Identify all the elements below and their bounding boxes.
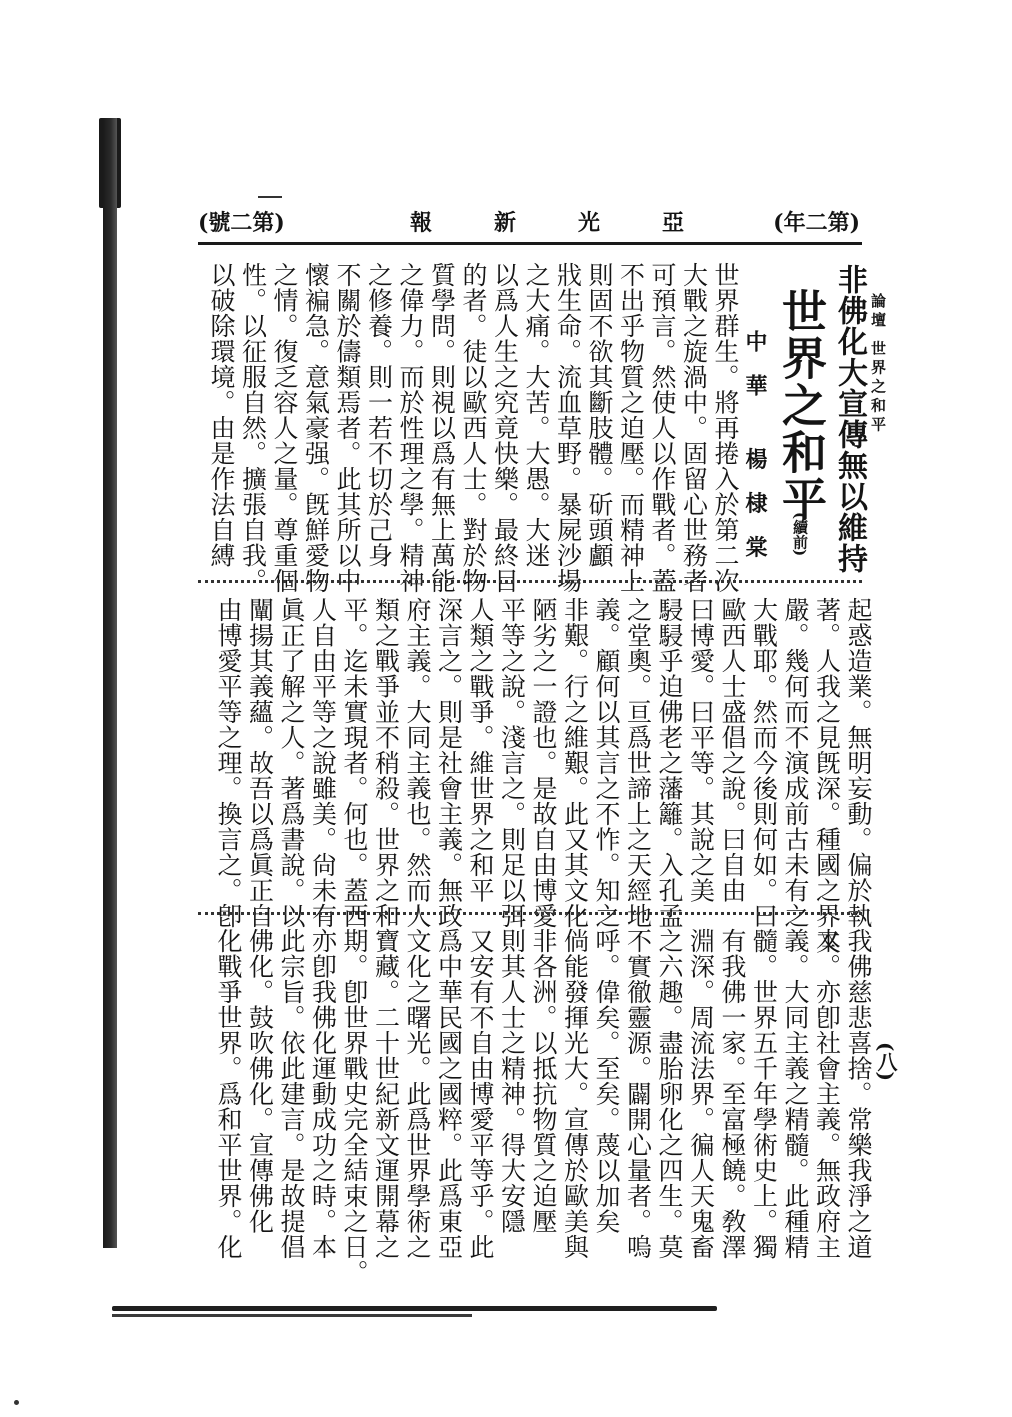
text-column: 佛化。鼓吹佛化。宣傳佛化 <box>245 928 275 1234</box>
text-column: 之大痛。大苦。大愚。大迷 <box>522 262 551 568</box>
text-column: 非各洲。以抵抗物質之迫壓 <box>529 928 558 1234</box>
text-column: 之情。復乏容人之量。尊重個 <box>270 262 299 594</box>
text-column: 義。顧何以其言之不怍。知之 <box>592 597 621 929</box>
text-column: 類之戰爭並不稍殺。世界之和 <box>371 597 401 929</box>
text-column: 之偉力。而於性理之學。精神 <box>396 262 425 594</box>
text-column: 世界群生。將再捲入於第二次 <box>711 262 740 594</box>
text-column: 本。亦卽社會主義。無政府主 <box>812 928 842 1260</box>
text-column: 爲中華民國之國粹。此爲東亞 <box>434 928 464 1260</box>
section-divider <box>198 580 862 583</box>
title-continued-note: (續前) <box>791 512 809 557</box>
text-column: 闡揚其義蘊。故吾以爲眞正自 <box>245 597 275 929</box>
scan-speck <box>14 1400 19 1405</box>
text-column: 淵深。周流法界。徧人天鬼畜 <box>686 928 716 1260</box>
text-column: 我佛慈悲喜捨。常樂我淨之道 <box>844 928 873 1260</box>
author-byline: 中華 楊棣棠 <box>742 330 768 580</box>
text-column: 文化之曙光。此爲世界學術之 <box>403 928 432 1260</box>
text-column: 由博愛平等之理。換言之。卽 <box>214 597 243 929</box>
text-column: 不出乎物質之迫壓。而精神上 <box>616 262 646 594</box>
text-column: 寶藏。二十世紀新文運開幕之 <box>371 928 401 1260</box>
text-column: 不關於儔類焉者。此其所以中 <box>333 262 362 594</box>
article-headline: 非佛化大宣傳無以維持 <box>832 264 867 574</box>
text-column: 大戰之旋渦中。固留心世務者 <box>679 262 709 594</box>
running-header <box>198 206 860 240</box>
header-rule <box>198 242 862 245</box>
text-column: 以爲人生之究竟快樂。最終目 <box>490 262 520 594</box>
text-column: 歐西人士盛倡之說。曰自由 <box>718 597 747 903</box>
newspaper-title: 報新光亞 <box>410 210 747 236</box>
text-column: 亦卽我佛化運動成功之時。本 <box>308 928 338 1260</box>
text-column: 嚴。幾何而不演成前古未有之 <box>781 597 810 929</box>
text-column: 平等之說。淺言之。則足以弭 <box>497 597 527 929</box>
text-column: 有我佛一家。至富極饒。敎澤 <box>718 928 747 1260</box>
text-column: 之修養。則一若不切於己身 <box>364 262 394 568</box>
text-column: 義。大同主義之精髓。此種精 <box>781 928 810 1260</box>
text-column: 不實徹靈源。闢開心量者。嗚 <box>623 928 653 1260</box>
text-column: 期。卽世界戰史完全結束之日。 <box>340 928 369 1285</box>
text-column: 呼。偉矣。至矣。蔑以加矣 <box>592 928 621 1234</box>
article-title: 世界之和平 <box>774 288 827 523</box>
text-column: 則其人士之精神。得大安隱 <box>497 928 527 1234</box>
text-column: 懷褊急。意氣豪强。旣鮮愛物 <box>301 262 331 594</box>
text-column: 此宗旨。依此建言。是故提倡 <box>277 928 306 1260</box>
text-column: 平。迄未實現者。何也。蓋西 <box>340 597 369 929</box>
text-column: 著。人我之見旣深。種國之界又 <box>812 597 842 954</box>
header-tick-mark <box>258 196 282 198</box>
section-kicker: 論壇 世界之和平 <box>869 293 887 436</box>
text-column: 大戰耶。然而今後則何如。曰 <box>749 597 779 929</box>
text-column: 的者。徒以歐西人士。對於物 <box>459 262 488 594</box>
binding-edge <box>103 118 117 1248</box>
text-column: 則固不欲其斷肢體。斫頭顱 <box>585 262 614 568</box>
text-column: 髓。世界五千年學術史上。獨 <box>749 928 779 1260</box>
text-column: 人自由平等之說雖美。尙未有 <box>308 597 338 929</box>
text-column: 深言之。則是社會主義。無政 <box>434 597 464 929</box>
page-number: (八) <box>874 1042 898 1081</box>
text-column: 之堂奧。亘爲世諦上之天經地 <box>623 597 653 929</box>
bottom-margin-rule <box>112 1306 717 1311</box>
text-column: 之六趣。盡胎卵化之四生。莫 <box>655 928 684 1260</box>
text-column: 化戰爭世界。爲和平世界。化 <box>214 928 243 1260</box>
text-column: 眞正了解之人。著爲書說。以 <box>277 597 306 929</box>
issue-number: (號二第) <box>198 210 285 236</box>
text-column: 質學問。則視以爲有無上萬能 <box>427 262 457 594</box>
text-column: 戕生命。流血草野。暴屍沙場 <box>553 262 583 594</box>
text-column: 以破除環境。由是作法自縛 <box>207 262 236 568</box>
text-column: 人類之戰爭。維世界之和平 <box>466 597 495 903</box>
text-column: 陋劣之一證也。是故自由博愛 <box>529 597 558 929</box>
text-column: 倘能發揮光大。宣傳於歐美與 <box>560 928 590 1260</box>
text-column: 曰博愛。曰平等。其說之美 <box>686 597 716 903</box>
text-column: 駸駸乎迫佛老之藩籬。入孔孟 <box>655 597 684 929</box>
bottom-margin-rule-lower <box>112 1314 472 1317</box>
text-column: 又安有不自由博愛平等乎。此 <box>466 928 495 1260</box>
text-column: 可預言。然使人以作戰者。蓋 <box>648 262 677 594</box>
text-column: 性。以征服自然。擴張自我。 <box>238 262 268 594</box>
year-number: (年二第) <box>773 210 860 236</box>
text-column: 非艱。行之維艱。此又其文化 <box>560 597 590 929</box>
text-column: 起惑造業。無明妄動。偏於執 <box>844 597 873 929</box>
text-column: 府主義。大同主義也。然而人 <box>403 597 432 929</box>
section-divider <box>198 912 862 915</box>
